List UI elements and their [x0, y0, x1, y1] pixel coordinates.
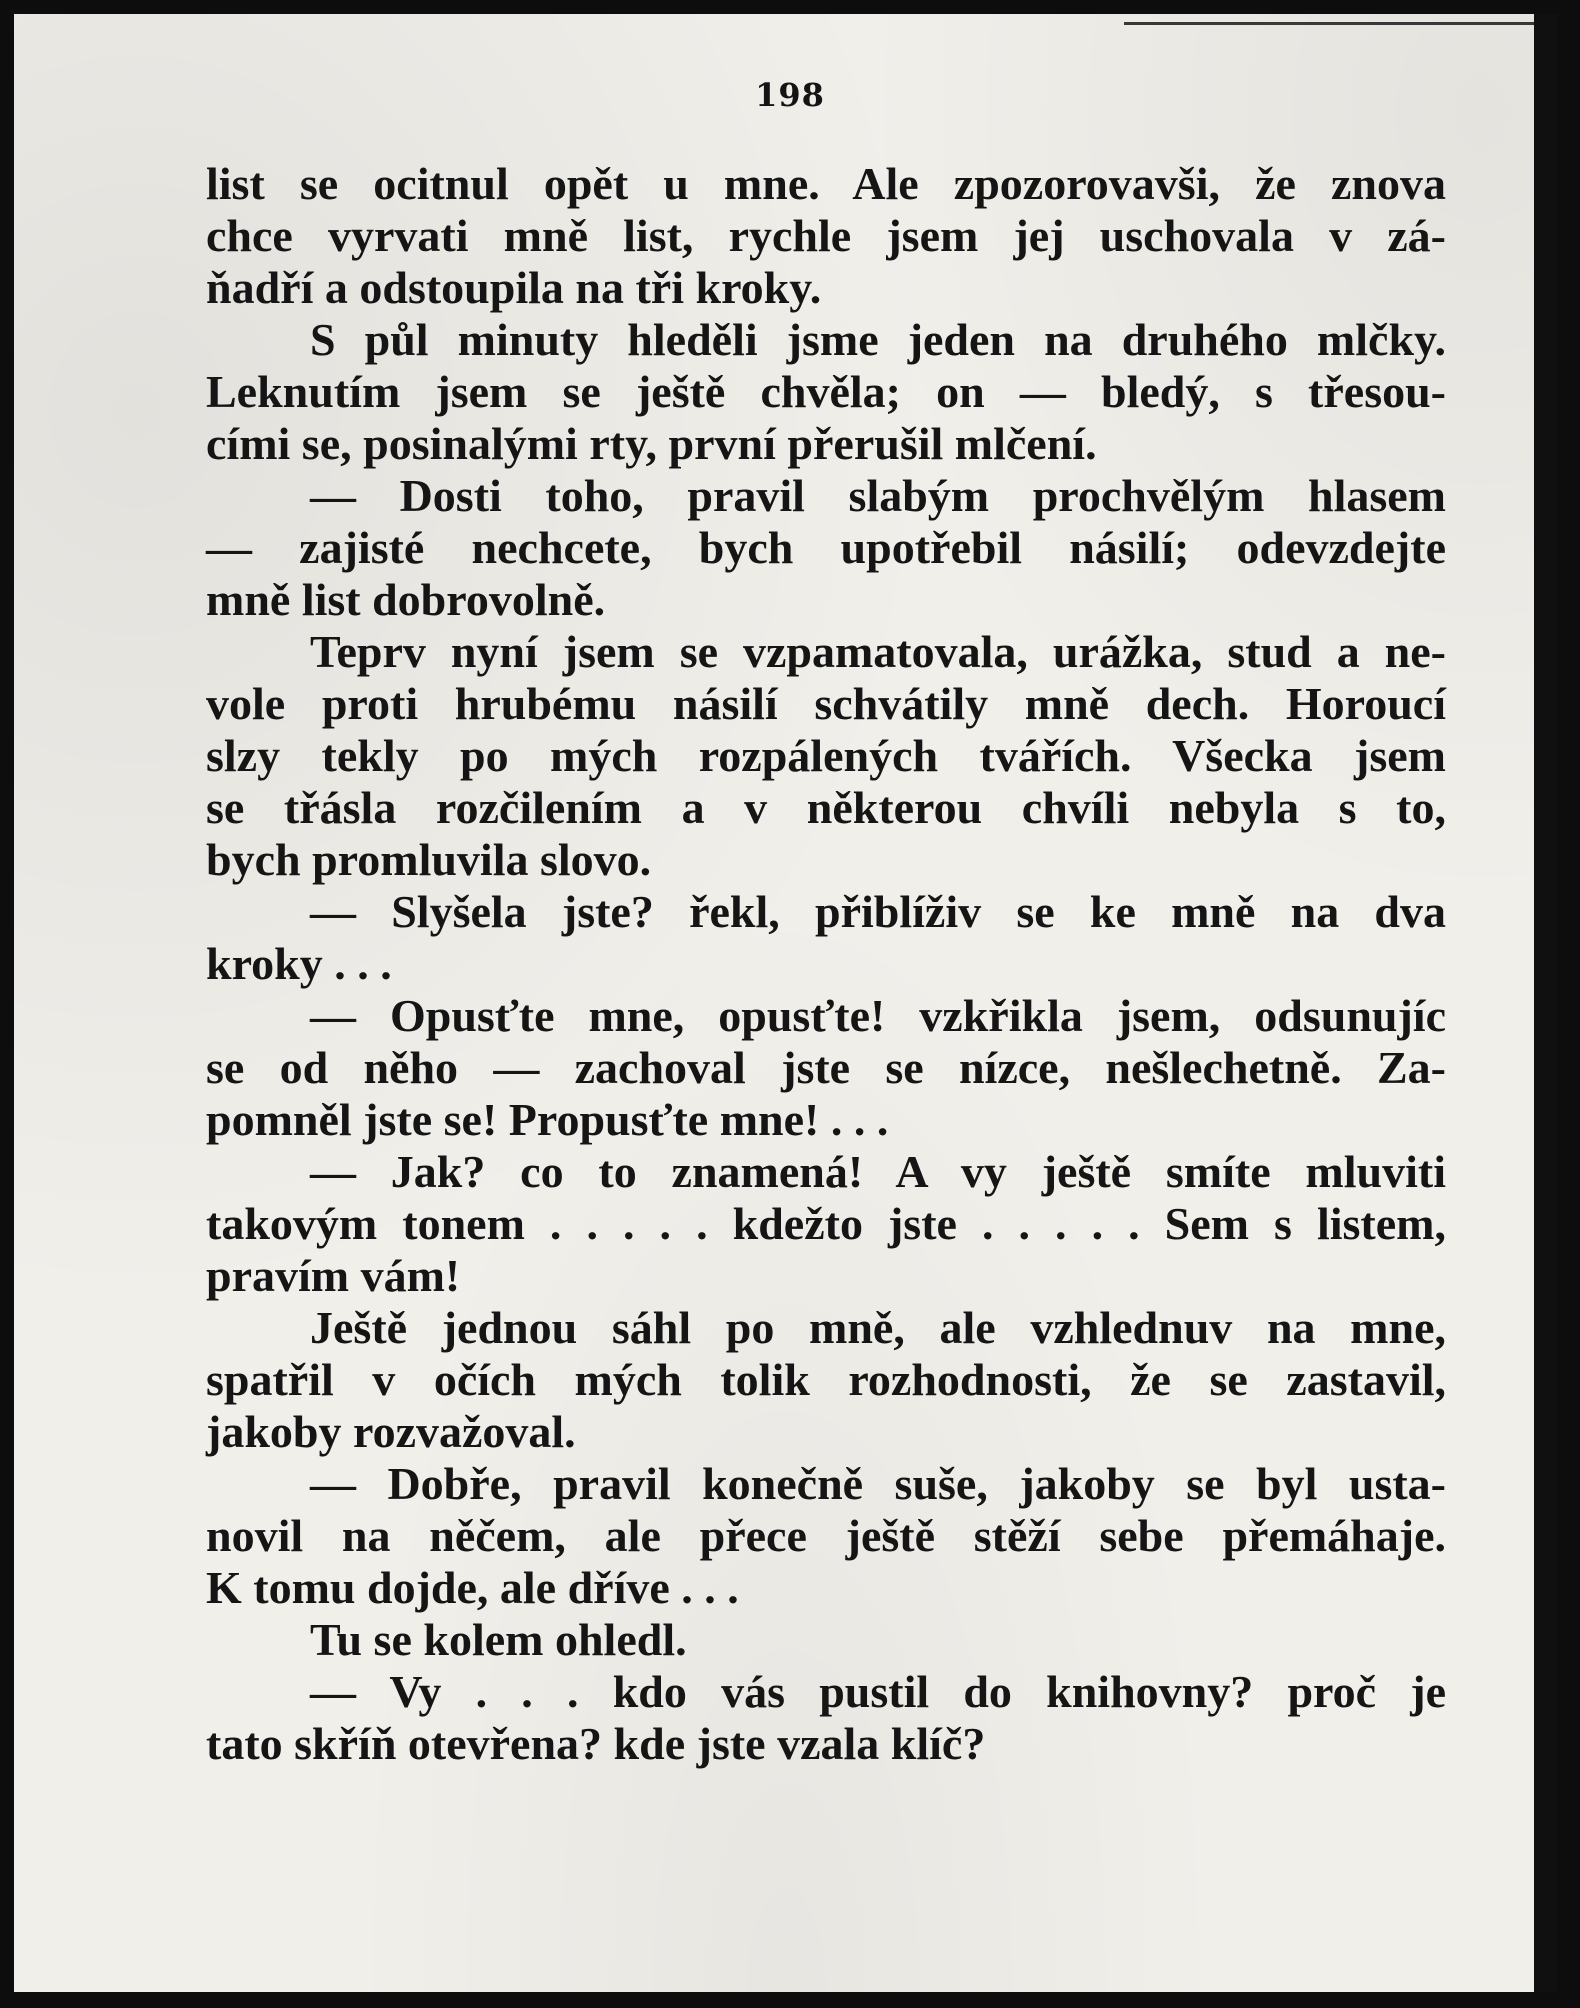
- text-line-3: ňadří a odstoupila na tři kroky.: [206, 262, 822, 313]
- text-line-13: se třásla rozčilením a v některou chvíli nebyla s to,: [206, 782, 1446, 833]
- text-line-22: pravím vám!: [206, 1250, 461, 1301]
- page-number: 198: [755, 76, 825, 114]
- text-line-2: chce vyrvati mně list, rychle jsem jej uschovala v zá-: [206, 210, 1446, 261]
- text-line-20: — Jak? co to znamená! A vy ještě smíte mluviti: [310, 1146, 1446, 1197]
- text-line-6: cími se, posinalými rty, první přerušil mlčení.: [206, 418, 1097, 469]
- text-line-7: — Dosti toho, pravil slabým prochvělým hlasem: [310, 470, 1446, 521]
- body-text: [206, 158, 1446, 1770]
- text-line-4: S půl minuty hleděli jsme jeden na druhého mlčky.: [310, 314, 1446, 365]
- page-edge-rule: [1124, 22, 1554, 25]
- page-edge-shadow: [1534, 14, 1558, 1992]
- text-line-11: vole proti hrubému násilí schvátily mně dech. Horoucí: [206, 678, 1446, 729]
- text-line-10: Teprv nyní jsem se vzpamatovala, urážka, stud a ne-: [310, 626, 1446, 677]
- text-line-9: mně list dobrovolně.: [206, 574, 606, 625]
- text-line-8: — zajisté nechcete, bych upotřebil násilí; odevzdejte: [206, 522, 1446, 573]
- text-line-26: — Dobře, pravil konečně suše, jakoby se byl usta-: [310, 1458, 1446, 1509]
- text-line-24: spatřil v očích mých tolik rozhodnosti, že se zastavil,: [206, 1354, 1446, 1405]
- text-line-12: slzy tekly po mých rozpálených tvářích. Všecka jsem: [206, 730, 1446, 781]
- text-line-29: Tu se kolem ohledl.: [310, 1614, 687, 1665]
- text-line-27: novil na něčem, ale přece ještě stěží sebe přemáhaje.: [206, 1510, 1446, 1561]
- text-line-16: kroky . . .: [206, 938, 392, 989]
- text-line-5: Leknutím jsem se ještě chvěla; on — bledý, s třesou-: [206, 366, 1446, 417]
- text-line-30: — Vy . . . kdo vás pustil do knihovny? proč je: [310, 1666, 1446, 1717]
- text-line-31: tato skříň otevřena? kde jste vzala klíč?: [206, 1718, 986, 1769]
- text-line-21: takovým tonem . . . . . kdežto jste . . . . . Sem s listem,: [206, 1198, 1446, 1249]
- text-line-28: K tomu dojde, ale dříve . . .: [206, 1562, 739, 1613]
- text-line-19: pomněl jste se! Propusťte mne! . . .: [206, 1094, 889, 1145]
- text-line-23: Ještě jednou sáhl po mně, ale vzhlednuv na mne,: [310, 1302, 1446, 1353]
- text-line-17: — Opusťte mne, opusťte! vzkřikla jsem, odsunujíc: [310, 990, 1446, 1041]
- text-line-15: — Slyšela jste? řekl, přiblíživ se ke mně na dva: [310, 886, 1446, 937]
- text-line-18: se od něho — zachoval jste se nízce, nešlechetně. Za-: [206, 1042, 1446, 1093]
- text-line-25: jakoby rozvažoval.: [206, 1406, 576, 1457]
- text-line-1: list se ocitnul opět u mne. Ale zpozorovavši, že znova: [206, 158, 1446, 209]
- text-line-14: bych promluvila slovo.: [206, 834, 652, 885]
